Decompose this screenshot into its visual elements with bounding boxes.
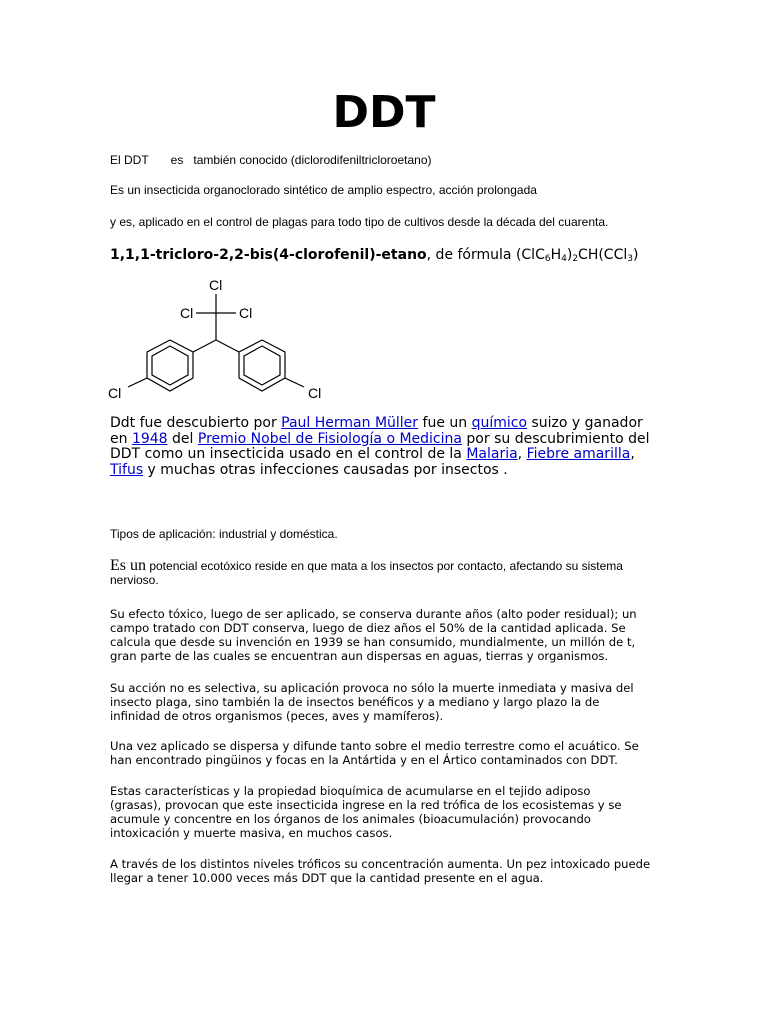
formula-text (427, 247, 639, 263)
bond (193, 340, 216, 352)
intro-line-2: Es un insecticida organoclorado sintético de amplio espectro, acción prolongada (110, 183, 537, 197)
dispersion-paragraph: Una vez aplicado se dispersa y difunde tanto sobre el medio terrestre como el acuático. Se han encontrado pingüinos y focas en la Antártida y en el Ártico contaminados con DDT. (110, 739, 639, 767)
intro-known-as: también conocido (diclorodifeniltricloroetano) (193, 153, 432, 167)
chlorine-atom-ring-right: Cl (308, 385, 322, 401)
chlorine-atom-right: Cl (239, 305, 253, 321)
link-paul-herman-muller[interactable]: Paul Herman Müller (281, 415, 419, 431)
bond (216, 340, 239, 352)
intro-line-3: y es, aplicado en el control de plagas para todo tipo de cultivos desde la década del cuarenta. (110, 215, 609, 229)
left-benzene-inner (152, 346, 188, 385)
bond (128, 378, 147, 387)
intro-es: es (170, 153, 184, 167)
trophic-levels-paragraph: A través de los distintos niveles tróficos su concentración aumenta. Un pez intoxicado puede llegar a tener 10.000 veces más DDT que la cantidad presente en el agua. (110, 857, 651, 885)
formula-subscript: 2 (572, 254, 579, 264)
chlorine-atom-top: Cl (209, 277, 223, 293)
chlorine-atom-ring-left: Cl (108, 385, 122, 401)
formula-part: ) (633, 247, 639, 263)
link-fiebre-amarilla[interactable]: Fiebre amarilla (526, 446, 631, 462)
history-text: del (167, 430, 198, 447)
formula-part: , de fórmula (ClC (426, 247, 545, 263)
formula-subscript: 3 (627, 254, 633, 264)
bond (285, 378, 304, 387)
history-text: , (630, 446, 635, 462)
history-text: Ddt fue descubierto por (110, 415, 282, 431)
intro-ddt: El DDT (110, 153, 149, 167)
history-text: por su descubrimiento del DDT como un insecticida usado en el control de la (110, 430, 650, 462)
link-tifus[interactable]: Tifus (110, 461, 144, 478)
formula-line (110, 246, 710, 268)
right-benzene-inner (244, 346, 280, 385)
history-text: , (517, 446, 527, 462)
bioaccumulation-paragraph: Estas características y la propiedad bioquímica de acumularse en el tejido adiposo (grasas), provocan que este insecticida ingrese en la red trófica de los ecosistemas y se acumule y concentre en los órganos de los animales (bioacumulación) provocando intoxicación y muerte masiva, en muchos casos. (110, 784, 622, 840)
intro-line-1 (110, 153, 670, 167)
link-premio-nobel[interactable]: Premio Nobel de Fisiología o Medicina (197, 430, 462, 447)
link-malaria[interactable]: Malaria (466, 446, 518, 462)
formula-subscript: 6 (544, 254, 551, 264)
formula-part: CH(CCl (578, 247, 628, 263)
formula-subscript: 4 (561, 254, 567, 264)
link-quimico[interactable]: químico (471, 415, 528, 431)
left-benzene-ring (147, 340, 193, 391)
ecotoxic-lead: Es un (110, 557, 146, 574)
formula-part: ) (566, 247, 573, 263)
history-text: fue un (418, 415, 472, 431)
application-types: Tipos de aplicación: industrial y doméstica. (110, 527, 338, 541)
history-text: y muchas otras infecciones causadas por insectos . (143, 461, 508, 478)
link-1948[interactable]: 1948 (131, 430, 168, 447)
iupac-name: 1,1,1-tricloro-2,2-bis(4-clorofenil)-etano (110, 247, 427, 263)
history-paragraph (110, 416, 662, 478)
ddt-structure-diagram (106, 272, 336, 408)
formula-part: H (550, 247, 562, 263)
non-selective-paragraph: Su acción no es selectiva, su aplicación provoca no sólo la muerte inmediata y masiva del insecto plaga, sino también la de insectos benéficos y a mediano y largo plazo la de infinidad de otros organismos (peces, aves y mamíferos). (110, 681, 634, 723)
document-title: DDT (332, 87, 436, 138)
chlorine-atom-left: Cl (180, 305, 194, 321)
right-benzene-ring (239, 340, 285, 391)
history-text: suizo y ganador en (110, 415, 643, 447)
toxic-effect-paragraph: Su efecto tóxico, luego de ser aplicado, se conserva durante años (alto poder residual); un campo tratado con DDT conserva, luego de diez años el 50% de la cantidad aplicada. Se calcula que desde su invención en 1939 se han consumido, mundialmente, un millón de t, gran parte de las cuales se encuentran aun dispersas en aguas, tierras y organismos. (110, 607, 637, 663)
ecotoxic-paragraph (110, 559, 650, 587)
ecotoxic-text: potencial ecotóxico reside en que mata a los insectos por contacto, afectando su sistema nervioso. (110, 559, 623, 587)
